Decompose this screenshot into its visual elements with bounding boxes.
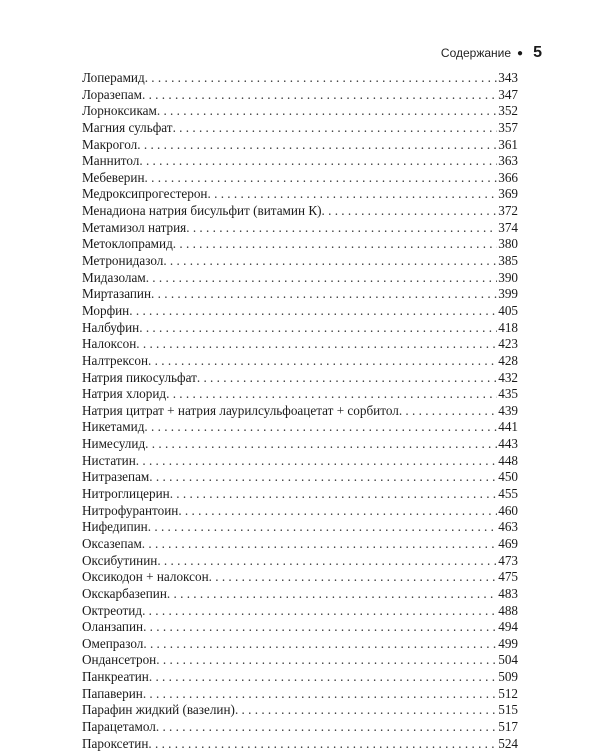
toc-entry (82, 87, 518, 104)
dot-leader (322, 203, 498, 220)
toc-entry (82, 569, 518, 586)
dot-leader (143, 686, 497, 703)
toc-entry-page: 439 (498, 402, 518, 418)
dot-leader (197, 370, 497, 387)
toc-entry (82, 536, 518, 553)
toc-entry-page: 509 (498, 669, 518, 685)
dot-leader (186, 220, 497, 237)
toc-entry-page: 374 (498, 219, 518, 235)
toc-entry-page: 441 (498, 419, 518, 435)
toc-entry-name: Метоклопрамид (82, 236, 173, 252)
dot-leader (157, 103, 497, 120)
toc-entry-page: 515 (498, 702, 518, 718)
dot-leader (167, 586, 497, 603)
toc-entry-page: 385 (498, 253, 518, 269)
dot-leader (137, 137, 497, 154)
toc-entry-page: 483 (498, 585, 518, 601)
toc-entry-page: 473 (498, 552, 518, 568)
toc-entry-page: 399 (498, 286, 518, 302)
toc-entry (82, 603, 518, 620)
toc-entry (82, 320, 518, 337)
toc-entry (82, 403, 518, 420)
toc-entry-page: 524 (498, 735, 518, 751)
dot-leader (129, 303, 497, 320)
toc-entry (82, 253, 518, 270)
toc-entry-name: Метамизол натрия (82, 219, 187, 235)
toc-entry-name: Натрия хлорид (82, 386, 167, 402)
toc-entry-name: Метронидазол (82, 253, 164, 269)
dot-leader (156, 652, 497, 669)
toc-entry (82, 719, 518, 736)
toc-entry-name: Налоксон (82, 336, 137, 352)
running-header (441, 44, 542, 62)
toc-entry-name: Мидазолам (82, 269, 146, 285)
dot-leader (156, 719, 497, 736)
toc-entry-page: 450 (498, 469, 518, 485)
toc-entry-name: Нимесулид (82, 436, 146, 452)
dot-leader (235, 702, 497, 719)
toc-entry-name: Пароксетин (82, 735, 149, 751)
toc-entry (82, 103, 518, 120)
toc-entry-name: Лорноксикам (82, 103, 157, 119)
toc-entry (82, 619, 518, 636)
toc-entry-name: Натрия пикосульфат (82, 369, 197, 385)
dot-leader (139, 153, 497, 170)
toc-entry-page: 343 (498, 70, 518, 85)
toc-entry-name: Маннитол (82, 153, 140, 169)
toc-entry-name: Парацетамол (82, 718, 156, 734)
toc-entry-page: 488 (498, 602, 518, 618)
toc-entry-name: Натрия цитрат + натрия лаурилсульфоацетат + сорбитол (82, 402, 399, 418)
toc-entry-page: 504 (498, 652, 518, 668)
toc-entry-page: 357 (498, 119, 518, 135)
toc-entry-page: 448 (498, 452, 518, 468)
toc-entry-page: 380 (498, 236, 518, 252)
toc-entry (82, 137, 518, 154)
toc-entry-page: 463 (498, 519, 518, 535)
toc-entry (82, 486, 518, 503)
toc-entry-name: Нитрофурантоин (82, 502, 179, 518)
toc-entry-page: 405 (498, 302, 518, 318)
bullet-separator: ● (517, 48, 524, 59)
toc-entry-page: 460 (498, 502, 518, 518)
dot-leader (143, 636, 497, 653)
dot-leader (178, 503, 497, 520)
toc-entry-page: 455 (498, 486, 518, 502)
table-of-contents (82, 70, 518, 752)
toc-entry-name: Папаверин (82, 685, 143, 701)
toc-entry-page: 499 (498, 635, 518, 651)
toc-entry-name: Лоперамид (82, 70, 145, 85)
toc-entry-page: 361 (498, 136, 518, 152)
toc-entry-name: Налбуфин (82, 319, 140, 335)
dot-leader (208, 186, 498, 203)
toc-entry (82, 270, 518, 287)
dot-leader (142, 536, 497, 553)
toc-entry-name: Оланзапин (82, 619, 144, 635)
dot-leader (399, 403, 497, 420)
section-title: Содержание (440, 46, 512, 60)
toc-entry (82, 153, 518, 170)
toc-entry-page: 423 (498, 336, 518, 352)
dot-leader (139, 320, 497, 337)
dot-leader (143, 619, 497, 636)
dot-leader (136, 453, 497, 470)
toc-entry (82, 469, 518, 486)
toc-entry-page: 517 (498, 718, 518, 734)
toc-entry-name: Магния сульфат (82, 119, 173, 135)
toc-entry (82, 503, 518, 520)
toc-entry (82, 386, 518, 403)
toc-entry-name: Нитроглицерин (82, 486, 170, 502)
toc-entry (82, 636, 518, 653)
toc-entry-name: Панкреатин (82, 669, 149, 685)
page-number: 5 (533, 44, 542, 61)
dot-leader (136, 336, 497, 353)
toc-entry (82, 553, 518, 570)
toc-entry (82, 669, 518, 686)
toc-entry-name: Мебеверин (82, 169, 145, 185)
toc-entry-page: 366 (498, 169, 518, 185)
toc-entry-name: Медроксипрогестерон (82, 186, 208, 202)
toc-entry-page: 347 (498, 86, 518, 102)
toc-entry (82, 186, 518, 203)
dot-leader (145, 436, 497, 453)
toc-entry-page: 475 (498, 569, 518, 585)
toc-entry-name: Окскарбазепин (82, 585, 167, 601)
toc-entry-name: Никетамид (82, 419, 145, 435)
toc-entry-name: Налтрексон (82, 352, 149, 368)
toc-entry-name: Оксазепам (82, 535, 142, 551)
toc-entry-name: Нитразепам (82, 469, 150, 485)
toc-entry-page: 435 (498, 386, 518, 402)
dot-leader (145, 170, 498, 187)
toc-entry (82, 220, 518, 237)
dot-leader (166, 386, 497, 403)
toc-entry-name: Миртазапин (82, 286, 152, 302)
toc-entry (82, 436, 518, 453)
dot-leader (142, 87, 497, 104)
dot-leader (146, 270, 498, 287)
toc-entry-page: 469 (498, 535, 518, 551)
toc-entry-page: 418 (498, 319, 518, 335)
dot-leader (173, 120, 498, 137)
dot-leader (170, 486, 498, 503)
toc-entry (82, 453, 518, 470)
toc-entry-page: 494 (498, 619, 518, 635)
toc-entry-name: Нистатин (82, 452, 136, 468)
toc-entry-page: 363 (498, 153, 518, 169)
toc-entry-page: 443 (498, 436, 518, 452)
toc-entry-name: Оксикодон + налоксон (82, 569, 209, 585)
dot-leader (157, 553, 497, 570)
toc-entry (82, 286, 518, 303)
dot-leader (149, 669, 497, 686)
toc-entry (82, 203, 518, 220)
toc-entry-name: Менадиона натрия бисульфит (витамин К) (82, 203, 322, 219)
dot-leader (148, 353, 497, 370)
dot-leader (209, 569, 498, 586)
toc-entry-page: 390 (498, 269, 518, 285)
toc-entry (82, 370, 518, 387)
toc-entry (82, 70, 518, 87)
toc-entry (82, 702, 518, 719)
dot-leader (148, 519, 497, 536)
toc-entry (82, 120, 518, 137)
toc-entry-name: Нифедипин (82, 519, 148, 535)
toc-entry (82, 652, 518, 669)
toc-entry (82, 686, 518, 703)
toc-entry-page: 512 (498, 685, 518, 701)
dot-leader (163, 253, 497, 270)
dot-leader (149, 469, 497, 486)
toc-entry-page: 369 (498, 186, 518, 202)
toc-entry (82, 519, 518, 536)
toc-entry-name: Октреотид (82, 602, 143, 618)
toc-entry (82, 236, 518, 253)
toc-entry-page: 428 (498, 352, 518, 368)
toc-entry (82, 303, 518, 320)
toc-entry-name: Ондансетрон (82, 652, 157, 668)
toc-entry-name: Морфин (82, 302, 130, 318)
toc-entry (82, 586, 518, 603)
dot-leader (151, 286, 497, 303)
dot-leader (142, 603, 497, 620)
toc-entry (82, 419, 518, 436)
toc-entry-name: Оксибутинин (82, 552, 158, 568)
dot-leader (173, 236, 497, 253)
toc-entry-name: Лоразепам (82, 86, 142, 102)
dot-leader (144, 419, 497, 436)
toc-entry-name: Омепразол (82, 635, 144, 651)
toc-entry (82, 336, 518, 353)
toc-entry-page: 352 (498, 103, 518, 119)
toc-entry-page: 432 (498, 369, 518, 385)
toc-entry (82, 170, 518, 187)
toc-entry-name: Парафин жидкий (вазелин) (82, 702, 235, 718)
toc-entry-name: Макрогол (82, 136, 138, 152)
toc-entry (82, 353, 518, 370)
toc-entry-page: 372 (498, 203, 518, 219)
dot-leader (145, 70, 498, 87)
